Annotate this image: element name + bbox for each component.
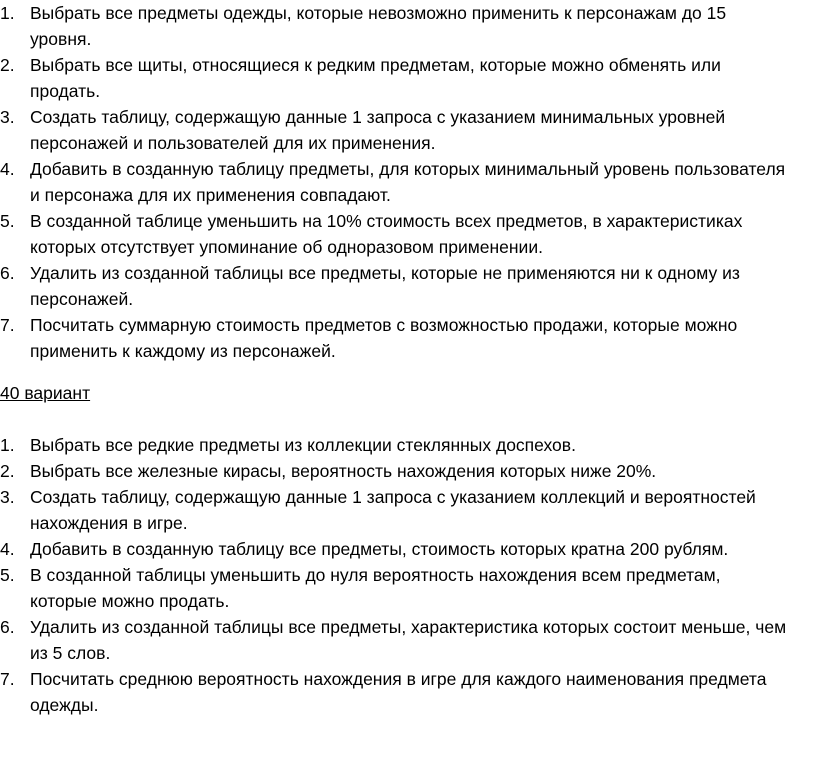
item-number: 4. xyxy=(0,159,15,179)
list-item xyxy=(0,156,790,208)
item-text: Выбрать все железные кирасы, вероятность нахождения которых ниже 20%. xyxy=(30,461,657,481)
item-number: 7. xyxy=(0,669,15,689)
item-text: Добавить в созданную таблицу все предметы, стоимость которых кратна 200 рублям. xyxy=(30,539,729,559)
item-text: Добавить в созданную таблицу предметы, для которых минимальный уровень пользователя и персонажа для их применения совпадают. xyxy=(30,159,786,205)
list-item xyxy=(0,432,790,458)
item-number: 3. xyxy=(0,487,15,507)
item-number: 1. xyxy=(0,435,15,455)
item-number: 6. xyxy=(0,617,15,637)
item-number: 1. xyxy=(0,3,15,23)
item-number: 5. xyxy=(0,211,15,231)
list-item xyxy=(0,562,790,614)
list-item xyxy=(0,260,790,312)
list-item xyxy=(0,484,790,536)
list-item xyxy=(0,312,790,364)
list-item xyxy=(0,536,790,562)
item-text: Создать таблицу, содержащую данные 1 запроса с указанием коллекций и вероятностей нахождения в игре. xyxy=(30,487,756,533)
item-text: Выбрать все щиты, относящиеся к редким предметам, которые можно обменять или продать. xyxy=(30,55,721,101)
item-number: 2. xyxy=(0,55,15,75)
list-item xyxy=(0,666,790,718)
item-text: Выбрать все редкие предметы из коллекции стеклянных доспехов. xyxy=(30,435,576,455)
item-text: В созданной таблицы уменьшить до нуля вероятность нахождения всем предметам, которые можно продать. xyxy=(30,565,721,611)
list-item xyxy=(0,614,790,666)
item-text: В созданной таблице уменьшить на 10% стоимость всех предметов, в характеристиках которых отсутствует упоминание об одноразовом применении. xyxy=(30,211,743,257)
item-text: Посчитать суммарную стоимость предметов с возможностью продажи, которые можно применить к каждому из персонажей. xyxy=(30,315,738,361)
item-number: 5. xyxy=(0,565,15,585)
item-text: Создать таблицу, содержащую данные 1 запроса с указанием минимальных уровней персонажей и пользователей для их применения. xyxy=(30,107,726,153)
list-item xyxy=(0,0,790,52)
item-number: 3. xyxy=(0,107,15,127)
list-item xyxy=(0,208,790,260)
item-number: 2. xyxy=(0,461,15,481)
item-number: 4. xyxy=(0,539,15,559)
item-number: 6. xyxy=(0,263,15,283)
item-text: Удалить из созданной таблицы все предметы, характеристика которых состоит меньше, чем из 5 слов. xyxy=(30,617,787,663)
variant-heading: 40 вариант xyxy=(0,383,91,403)
item-text: Посчитать среднюю вероятность нахождения в игре для каждого наименования предмета одежды. xyxy=(30,669,767,715)
list-item xyxy=(0,104,790,156)
item-number: 7. xyxy=(0,315,15,335)
task-list-previous-variant xyxy=(0,0,790,364)
list-item xyxy=(0,458,790,484)
item-text: Выбрать все предметы одежды, которые невозможно применить к персонажам до 15 уровня. xyxy=(30,3,727,49)
item-text: Удалить из созданной таблицы все предметы, которые не применяются ни к одному из персонажей. xyxy=(30,263,740,309)
list-item xyxy=(0,52,790,104)
task-list-variant-40 xyxy=(0,432,790,718)
